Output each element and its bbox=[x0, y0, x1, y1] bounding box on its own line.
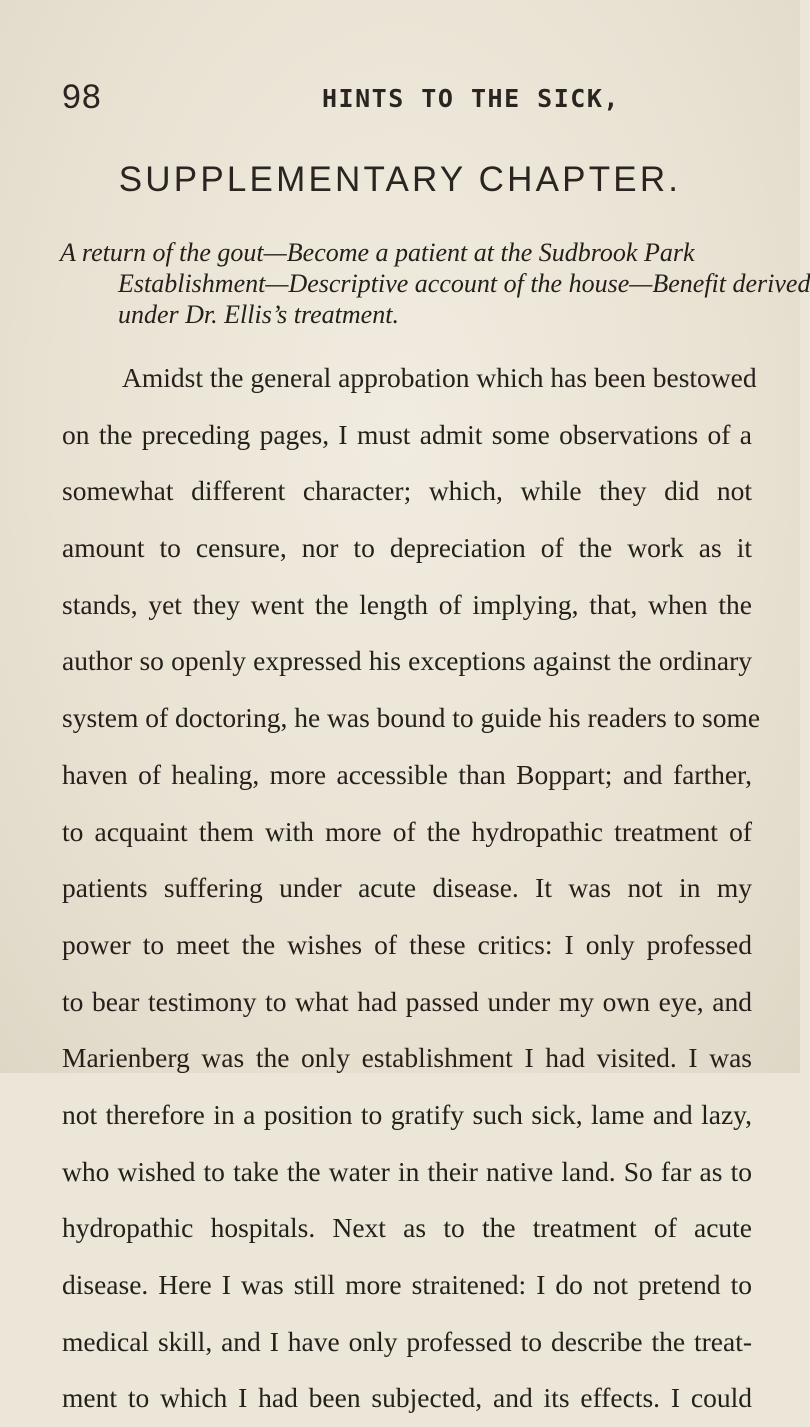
chapter-argument bbox=[60, 237, 810, 330]
body-line: to acquaint them with more of the hydropathic treatment of bbox=[62, 815, 752, 847]
body-line: system of doctoring, he was bound to guide his readers to some bbox=[62, 702, 761, 734]
body-line: power to meet the wishes of these critics: I only professed bbox=[62, 928, 752, 960]
body-line: stands, yet they went the length of implying, that, when the bbox=[62, 588, 752, 620]
body-line: author so openly expressed his exceptions against the ordinary bbox=[62, 645, 752, 677]
argument-line: Establishment—Descriptive account of the house—Benefit derived bbox=[118, 269, 810, 298]
body-line: Amidst the general approbation which has been bestowed bbox=[122, 362, 757, 393]
body-line: Marienberg was the only establishment I had visited. I was bbox=[62, 1042, 752, 1074]
running-head bbox=[0, 78, 800, 118]
body-line: medical skill, and I have only professed to describe the treat- bbox=[62, 1325, 752, 1357]
body-line: not therefore in a position to gratify such sick, lame and lazy, bbox=[62, 1098, 752, 1130]
body-line: somewhat different character; which, while they did not bbox=[62, 475, 752, 507]
body-line: haven of healing, more accessible than Boppart; and farther, bbox=[62, 758, 752, 790]
body-line: ment to which I had been subjected, and its effects. I could bbox=[62, 1382, 752, 1414]
argument-line: under Dr. Ellis’s treatment. bbox=[118, 300, 399, 329]
body-line: on the preceding pages, I must admit some observations of a bbox=[62, 418, 752, 450]
body-paragraph bbox=[62, 350, 761, 1427]
running-title: HINTS TO THE SICK, bbox=[322, 84, 620, 113]
body-line: amount to censure, nor to depreciation of the work as it bbox=[62, 532, 752, 564]
body-line: hydropathic hospitals. Next as to the treatment of acute bbox=[62, 1212, 752, 1244]
body-line: patients suffering under acute disease. It was not in my bbox=[62, 872, 752, 904]
body-line: to bear testimony to what had passed under my own eye, and bbox=[62, 985, 752, 1017]
chapter-heading: SUPPLEMENTARY CHAPTER. bbox=[118, 160, 682, 199]
body-line: disease. Here I was still more straitened: I do not pretend to bbox=[62, 1269, 752, 1300]
page-number: 98 bbox=[62, 78, 102, 116]
body-line: who wished to take the water in their native land. So far as to bbox=[62, 1155, 752, 1187]
argument-line: A return of the gout—Become a patient at the Sudbrook Park bbox=[60, 238, 695, 267]
